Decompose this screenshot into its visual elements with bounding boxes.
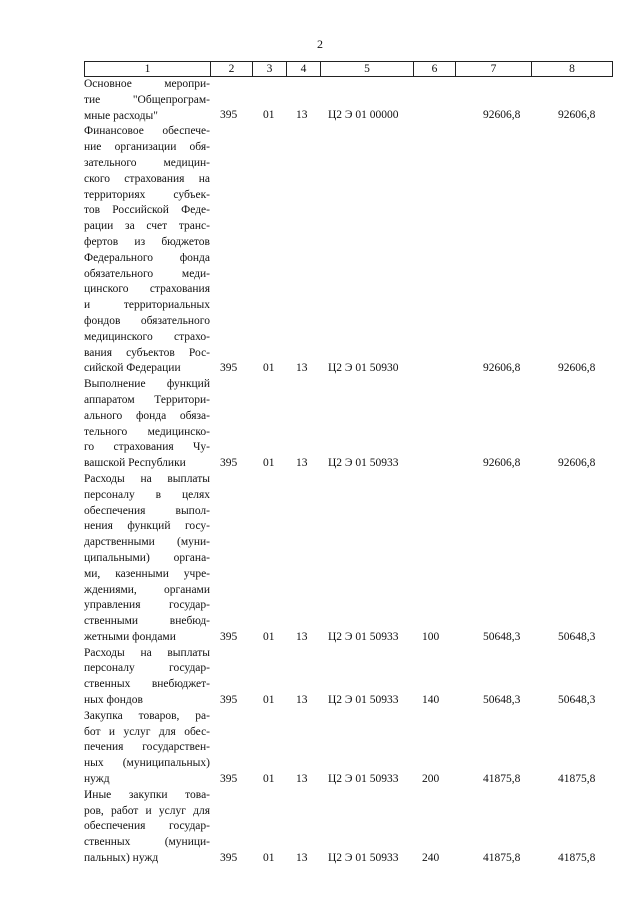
row-values xyxy=(84,692,612,708)
row-name-line: печения государствен- xyxy=(84,741,210,754)
subsection-code: 13 xyxy=(296,851,308,864)
row-values xyxy=(84,455,612,471)
row-name-line: ние организации обя- xyxy=(84,141,210,154)
row-name-line: рации за счет транс- xyxy=(84,220,210,233)
target-article-code: Ц2 Э 01 00000 xyxy=(328,109,399,122)
row-name-line: вания субъектов Рос- xyxy=(84,346,210,359)
section-code: 01 xyxy=(263,772,275,785)
grbs-code: 395 xyxy=(220,456,238,469)
row-name-line: ми, казенными учре- xyxy=(84,567,210,580)
target-article-code: Ц2 Э 01 50933 xyxy=(328,851,399,864)
subsection-code: 13 xyxy=(296,109,308,122)
row-name-line: ных (муниципальных) xyxy=(84,757,210,770)
row-name-line: персоналу в целях xyxy=(84,488,210,501)
row-name-line: Расходы на выплаты xyxy=(84,472,210,485)
amount-column-7: 92606,8 xyxy=(483,456,521,469)
row-name-line: мные расходы" xyxy=(84,109,158,122)
row-name-line: жетными фондами xyxy=(84,630,176,643)
column-number-8: 8 xyxy=(532,62,613,77)
subsection-code: 13 xyxy=(296,630,308,643)
row-name-line: Федерального фонда xyxy=(84,251,210,264)
row-name-line: бот и услуг для обес- xyxy=(84,725,210,738)
table-row xyxy=(84,377,612,472)
row-values xyxy=(84,850,612,866)
amount-column-8: 50648,3 xyxy=(558,630,596,643)
subsection-code: 13 xyxy=(296,456,308,469)
row-values xyxy=(84,629,612,645)
row-name-line: Расходы на выплаты xyxy=(84,646,210,659)
row-name-line: зательного медицин- xyxy=(84,156,210,169)
row-name-line: ных фондов xyxy=(84,694,143,707)
target-article-code: Ц2 Э 01 50933 xyxy=(328,772,399,785)
row-name-line: го страхования Чу- xyxy=(84,441,210,454)
row-name-line: управления государ- xyxy=(84,599,210,612)
row-name-line: нужд xyxy=(84,773,110,786)
subsection-code: 13 xyxy=(296,362,308,375)
amount-column-8: 41875,8 xyxy=(558,851,596,864)
section-code: 01 xyxy=(263,456,275,469)
row-name-line: Закупка товаров, ра- xyxy=(84,709,210,722)
table-row xyxy=(84,788,612,867)
row-values xyxy=(84,107,612,123)
amount-column-7: 41875,8 xyxy=(483,851,521,864)
section-code: 01 xyxy=(263,851,275,864)
amount-column-8: 92606,8 xyxy=(558,456,596,469)
column-number-4: 4 xyxy=(287,62,321,77)
table-row xyxy=(84,472,612,646)
row-name-line: Основное меропри- xyxy=(84,78,210,90)
row-name-line: обязательного меди- xyxy=(84,267,210,280)
amount-column-8: 41875,8 xyxy=(558,772,596,785)
expense-type-code: 100 xyxy=(422,630,440,643)
budget-table-body xyxy=(84,77,612,867)
column-number-header xyxy=(84,61,613,77)
column-number-3: 3 xyxy=(253,62,287,77)
column-number-2: 2 xyxy=(211,62,253,77)
row-name-line: Иные закупки това- xyxy=(84,788,210,801)
row-name-line: фертов из бюджетов xyxy=(84,235,210,248)
expense-type-code: 240 xyxy=(422,851,440,864)
row-name xyxy=(84,124,210,377)
column-number-7: 7 xyxy=(456,62,532,77)
amount-column-7: 92606,8 xyxy=(483,362,521,375)
column-number-5: 5 xyxy=(321,62,414,77)
row-name-line: цинского страхования xyxy=(84,283,210,296)
target-article-code: Ц2 Э 01 50930 xyxy=(328,362,399,375)
section-code: 01 xyxy=(263,693,275,706)
row-name-line: Выполнение функций xyxy=(84,378,210,391)
amount-column-8: 92606,8 xyxy=(558,362,596,375)
row-name-line: нения функций госу- xyxy=(84,520,210,533)
row-name-line: пальных) нужд xyxy=(84,852,159,865)
page-number: 2 xyxy=(317,37,323,51)
row-name-line: Финансовое обеспече- xyxy=(84,125,210,138)
grbs-code: 395 xyxy=(220,851,238,864)
grbs-code: 395 xyxy=(220,109,238,122)
row-name-line: обеспечения выпол- xyxy=(84,504,210,517)
row-name-line: ципальными) органа- xyxy=(84,551,210,564)
row-values xyxy=(84,360,612,376)
row-name-line: обеспечения государ- xyxy=(84,820,210,833)
column-number-1: 1 xyxy=(85,62,211,77)
row-name-line: фондов обязательного xyxy=(84,314,210,327)
table-row xyxy=(84,124,612,377)
amount-column-7: 50648,3 xyxy=(483,693,521,706)
row-name-line: персоналу государ- xyxy=(84,662,210,675)
grbs-code: 395 xyxy=(220,630,238,643)
row-name-line: и территориальных xyxy=(84,299,210,312)
row-name-line: ждениями, органами xyxy=(84,583,210,596)
row-name-line: тов Российской Феде- xyxy=(84,204,210,217)
row-name-line: ственными внебюд- xyxy=(84,615,210,628)
section-code: 01 xyxy=(263,362,275,375)
grbs-code: 395 xyxy=(220,693,238,706)
table-row xyxy=(84,646,612,709)
row-name-line: ственных внебюджет- xyxy=(84,678,210,691)
expense-type-code: 200 xyxy=(422,772,440,785)
section-code: 01 xyxy=(263,109,275,122)
row-name-line: сийской Федерации xyxy=(84,362,181,375)
table-row xyxy=(84,77,612,124)
amount-column-7: 92606,8 xyxy=(483,109,521,122)
row-name-line: ственных (муници- xyxy=(84,836,210,849)
row-name-line: тельного медицинско- xyxy=(84,425,210,438)
subsection-code: 13 xyxy=(296,693,308,706)
row-name-line: вашской Республики xyxy=(84,457,186,470)
target-article-code: Ц2 Э 01 50933 xyxy=(328,456,399,469)
target-article-code: Ц2 Э 01 50933 xyxy=(328,693,399,706)
grbs-code: 395 xyxy=(220,772,238,785)
row-values xyxy=(84,771,612,787)
row-name-line: тие "Общепрограм- xyxy=(84,93,210,106)
row-name-line: медицинского страхо- xyxy=(84,330,210,343)
row-name-line: дарственными (муни- xyxy=(84,536,210,549)
row-name-line: ского страхования на xyxy=(84,172,210,185)
amount-column-8: 92606,8 xyxy=(558,109,596,122)
row-name-line: территориях субъек- xyxy=(84,188,210,201)
row-name-line: ального фонда обяза- xyxy=(84,409,210,422)
grbs-code: 395 xyxy=(220,362,238,375)
table-row xyxy=(84,709,612,788)
row-name-line: ров, работ и услуг для xyxy=(84,804,210,817)
section-code: 01 xyxy=(263,630,275,643)
row-name-line: аппаратом Территори- xyxy=(84,393,210,406)
amount-column-8: 50648,3 xyxy=(558,693,596,706)
subsection-code: 13 xyxy=(296,772,308,785)
target-article-code: Ц2 Э 01 50933 xyxy=(328,630,399,643)
amount-column-7: 41875,8 xyxy=(483,772,521,785)
expense-type-code: 140 xyxy=(422,693,440,706)
amount-column-7: 50648,3 xyxy=(483,630,521,643)
column-number-6: 6 xyxy=(414,62,456,77)
row-name xyxy=(84,472,210,646)
